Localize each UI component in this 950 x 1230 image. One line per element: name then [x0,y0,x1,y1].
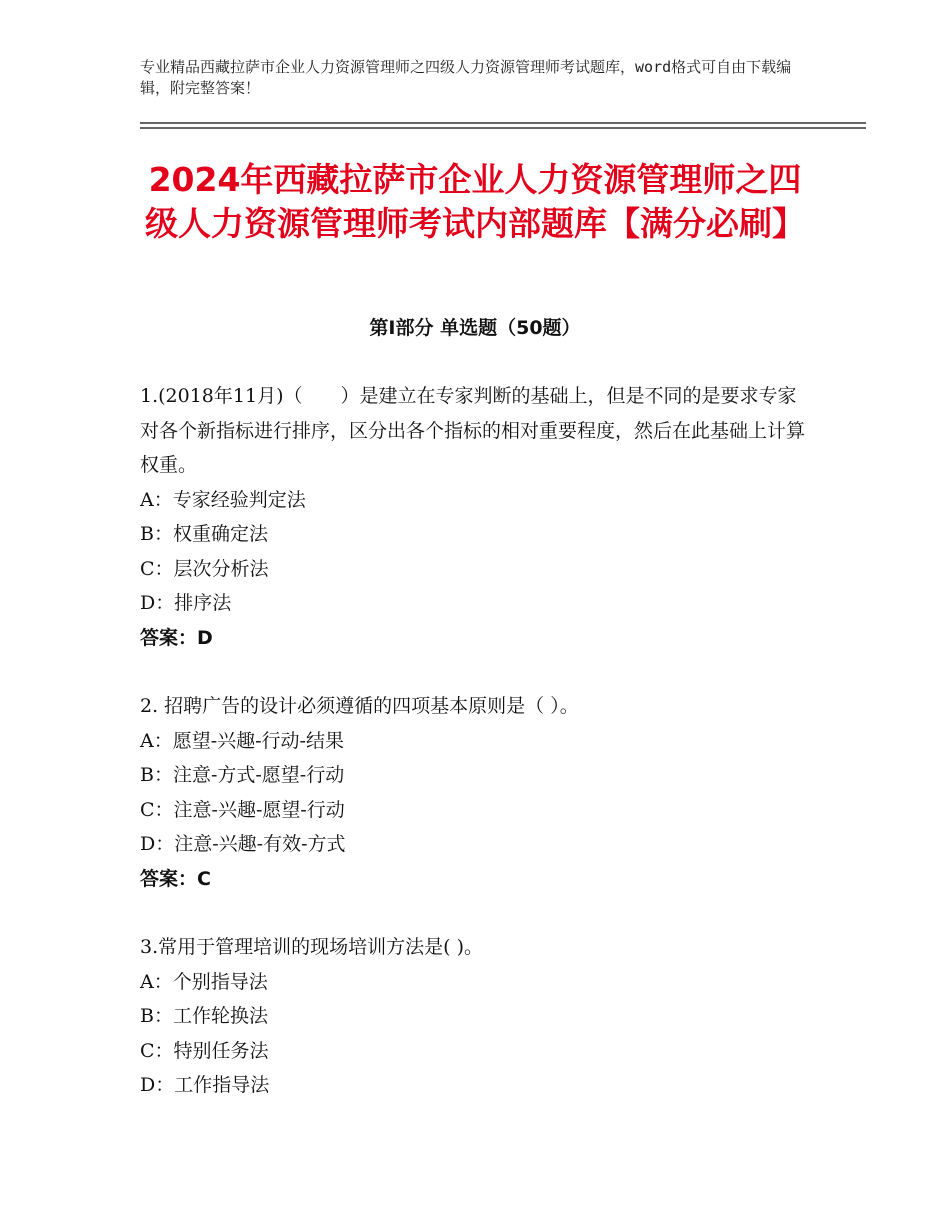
answer: 答案：D [140,626,213,649]
header-note: 专业精品西藏拉萨市企业人力资源管理师之四级人力资源管理师考试题库，word格式可自由下载编辑，附完整答案！ [140,58,792,97]
question-3 [140,930,810,1103]
answer: 答案：C [140,867,211,890]
option-a: A：愿望-兴趣-行动-结果 [140,729,344,752]
option-d: D：注意-兴趣-有效-方式 [140,833,346,855]
option-a: A：专家经验判定法 [140,488,306,511]
option-b: B：权重确定法 [140,523,268,545]
option-b: B：工作轮换法 [140,1005,268,1027]
question-stem: 1.(2018年11月)（ ）是建立在专家判断的基础上，但是不同的是要求专家对各个新指标进行排序，区分出各个指标的相对重要程度，然后在此基础上计算权重。 [140,385,806,476]
document-title: 2024年西藏拉萨市企业人力资源管理师之四级人力资源管理师考试内部题库【满分必刷】 [145,160,805,243]
question-1 [140,379,810,655]
question-stem: 3.常用于管理培训的现场培训方法是( )。 [140,936,483,958]
option-c: C：层次分析法 [140,557,269,580]
option-c: C：特别任务法 [140,1039,269,1062]
header-rule-bottom [140,127,866,129]
question-stem: 2. 招聘广告的设计必须遵循的四项基本原则是（ ）。 [140,695,579,717]
option-a: A：个别指导法 [140,970,268,993]
option-d: D：工作指导法 [140,1074,270,1096]
question-2 [140,689,810,896]
option-c: C：注意-兴趣-愿望-行动 [140,798,345,821]
question-list [140,379,810,1137]
section-heading: 第Ⅰ部分 单选题（50题） [369,317,581,339]
option-b: B：注意-方式-愿望-行动 [140,764,345,786]
header-rule-top [140,122,866,124]
option-d: D：排序法 [140,592,232,614]
